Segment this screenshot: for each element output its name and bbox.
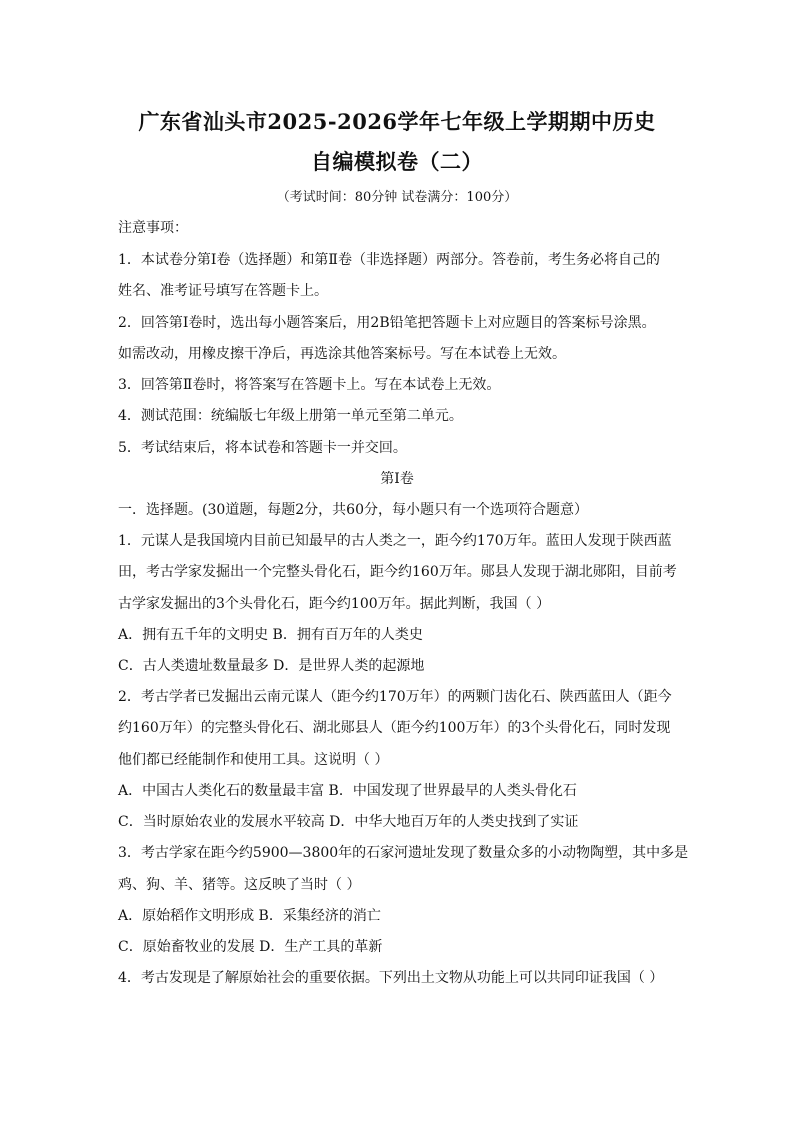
note-line: 姓名、准考证号填写在答题卡上。: [118, 283, 328, 299]
question-line: 他们都已经能制作和使用工具。这说明（ ）: [118, 752, 389, 768]
answer-option-line: A．原始稻作文明形成 B．采集经济的消亡: [118, 908, 381, 924]
exam-info: （考试时间：80分钟 试卷满分：100分）: [276, 190, 518, 205]
exam-title: 广东省汕头市2025-2026学年七年级上学期期中历史: [138, 109, 656, 134]
note-line: 如需改动，用橡皮擦干净后，再选涂其他答案标号。写在本试卷上无效。: [118, 346, 566, 362]
note-line: 3．回答第Ⅱ卷时，将答案写在答题卡上。写在本试卷上无效。: [118, 377, 501, 393]
question-line: 古学家发掘出的3个头骨化石，距今约100万年。据此判断，我国（ ）: [118, 596, 551, 612]
note-line: 2．回答第Ⅰ卷时，选出每小题答案后，用2B铅笔把答题卡上对应题目的答案标号涂黑。: [118, 315, 656, 331]
question-line: 1．元谋人是我国境内目前已知最早的古人类之一，距今约170万年。蓝田人发现于陕西蓝: [118, 533, 672, 549]
note-line: 5．考试结束后，将本试卷和答题卡一并交回。: [118, 440, 407, 456]
exam-subtitle: 自编模拟卷（二）: [311, 149, 483, 174]
question-line: 田，考古学家发掘出一个完整头骨化石，距今约160万年。郧县人发现于湖北郧阳，目前考: [118, 564, 677, 580]
question-line: 3．考古学家在距今约5900—3800年的石家河遗址发现了数量众多的小动物陶塑，其中多是: [118, 845, 689, 861]
answer-option-line: C．当时原始农业的发展水平较高 D．中华大地百万年的人类史找到了实证: [118, 814, 579, 830]
question-line: 鸡、狗、羊、猪等。这反映了当时（ ）: [118, 877, 361, 893]
section-title: 第Ⅰ卷: [380, 471, 414, 487]
notes-heading: 注意事项：: [118, 220, 188, 236]
question-line: 2．考古学者已发掘出云南元谋人（距今约170万年）的两颗门齿化石、陕西蓝田人（距今: [118, 689, 672, 705]
note-line: 1．本试卷分第Ⅰ卷（选择题）和第Ⅱ卷（非选择题）两部分。答卷前，考生务必将自己的: [118, 252, 660, 268]
answer-option-line: C．古人类遗址数量最多 D．是世界人类的起源地: [118, 658, 425, 674]
answer-option-line: C．原始畜牧业的发展 D．生产工具的革新: [118, 939, 383, 955]
answer-option-line: A．拥有五千年的文明史 B．拥有百万年的人类史: [118, 627, 423, 643]
note-line: 4．测试范围：统编版七年级上册第一单元至第二单元。: [118, 408, 463, 424]
part-heading: 一．选择题。(30道题，每题2分，共60分，每小题只有一个选项符合题意）: [118, 502, 588, 518]
answer-option-line: A．中国古人类化石的数量最丰富 B．中国发现了世界最早的人类头骨化石: [118, 783, 577, 799]
question-line: 4．考古发现是了解原始社会的重要依据。下列出土文物从功能上可以共同印证我国（ ）: [118, 970, 664, 986]
question-line: 约160万年）的完整头骨化石、湖北郧县人（距今约100万年）的3个头骨化石，同时发现: [118, 720, 671, 736]
